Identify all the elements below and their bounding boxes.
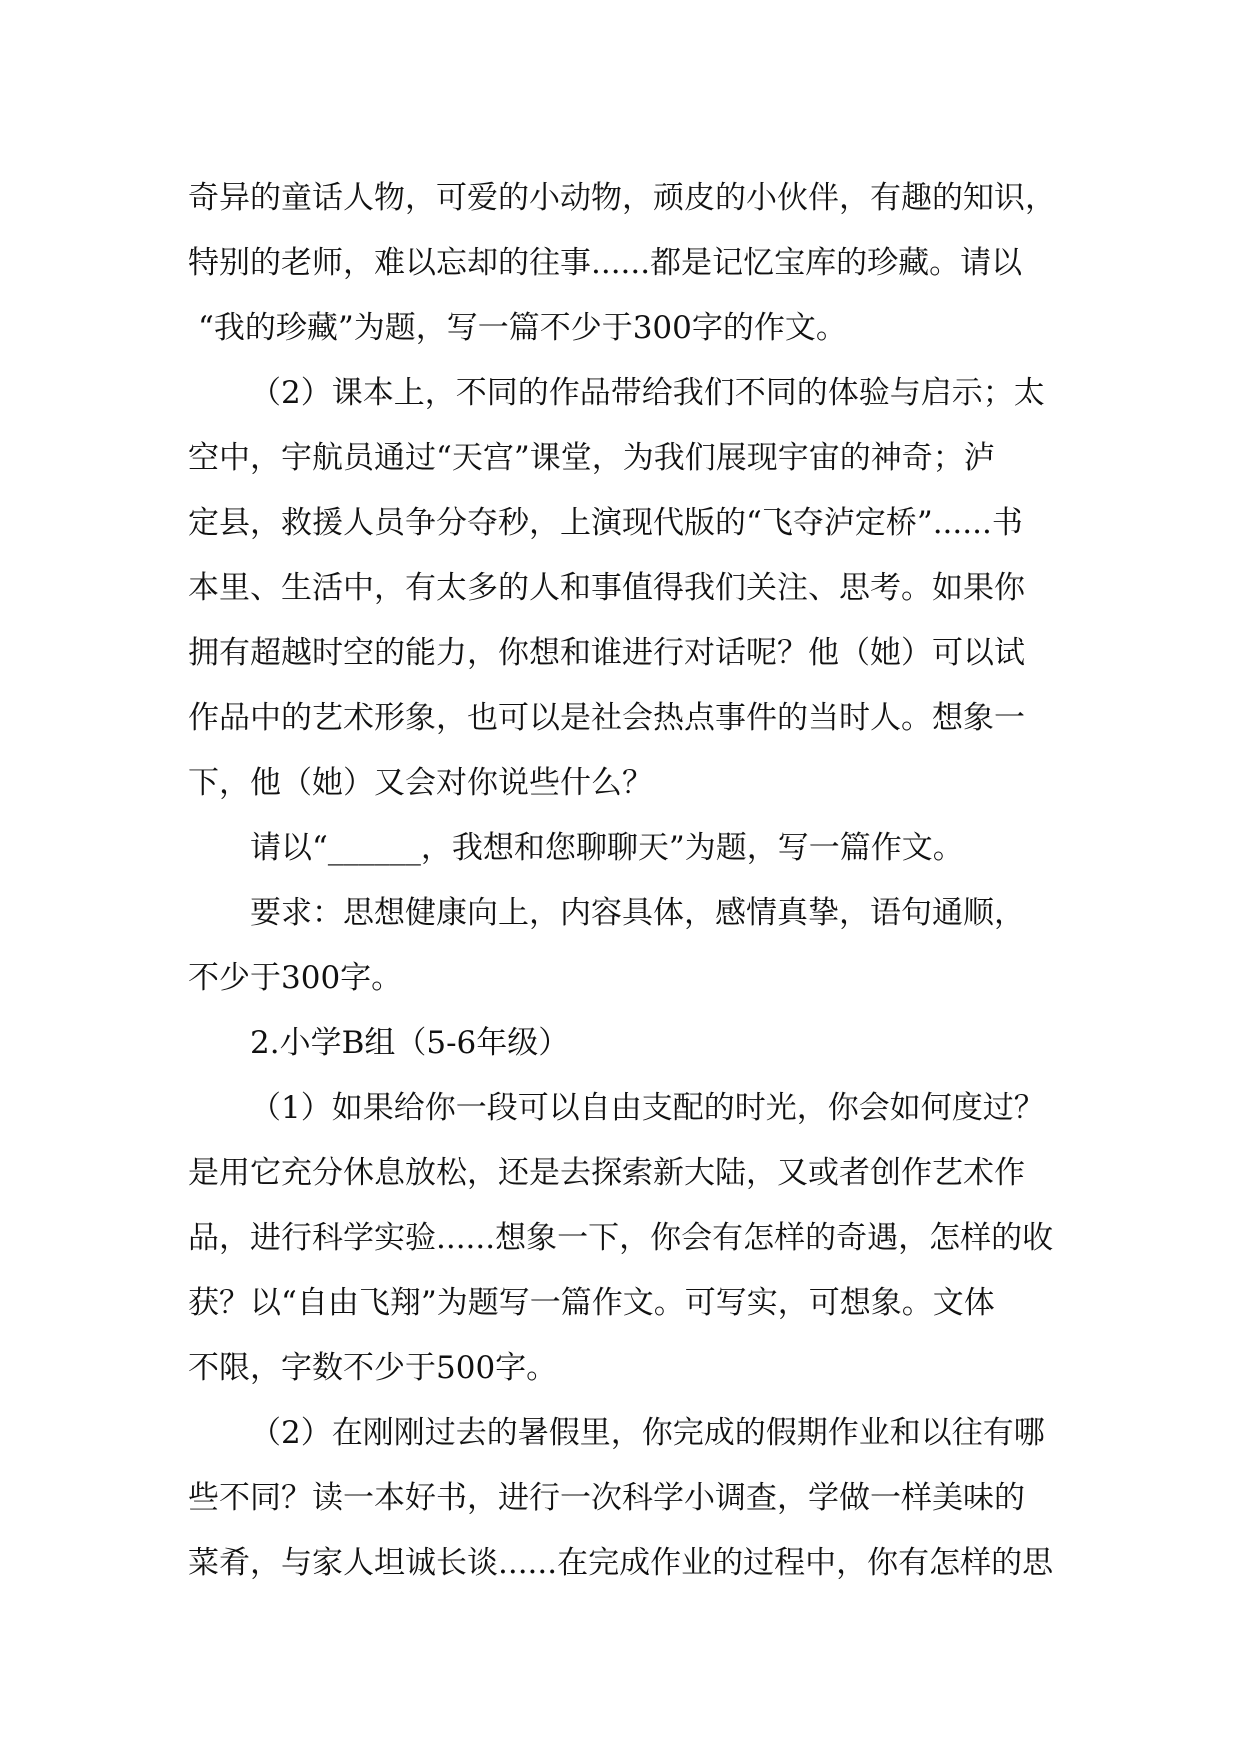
text-line: 获？以“自由飞翔”为题写一篇作文。可写实，可想象。文体	[188, 1285, 995, 1321]
text-line: 本里、生活中，有太多的人和事值得我们关注、思考。如果你	[188, 570, 1025, 606]
text-line: 品，进行科学实验......想象一下，你会有怎样的奇遇，怎样的收	[188, 1220, 1054, 1256]
text-line: 要求：思想健康向上，内容具体，感情真挚，语句通顺，	[250, 895, 1025, 931]
text-line: 作品中的艺术形象，也可以是社会热点事件的当时人。想象一	[188, 700, 1025, 736]
text-line: （2）在刚刚过去的暑假里，你完成的假期作业和以往有哪	[250, 1415, 1045, 1451]
text-line: “我的珍藏”为题，写一篇不少于300字的作文。	[198, 310, 847, 346]
text-line: 些不同？读一本好书，进行一次科学小调查，学做一样美味的	[188, 1480, 1025, 1516]
text-line: 定县，救援人员争分夺秒，上演现代版的“飞夺泸定桥”......书	[188, 505, 1023, 541]
text-line: 特别的老师，难以忘却的往事......都是记忆宝库的珍藏。请以	[188, 245, 1023, 281]
text-line: 请以“______，我想和您聊聊天”为题，写一篇作文。	[250, 830, 964, 866]
text-line: 菜肴，与家人坦诚长谈......在完成作业的过程中，你有怎样的思	[188, 1545, 1054, 1581]
text-line: 空中，宇航员通过“天宫”课堂，为我们展现宇宙的神奇；泸	[188, 440, 995, 476]
text-line: （1）如果给你一段可以自由支配的时光，你会如何度过？	[250, 1090, 1045, 1126]
text-line: 拥有超越时空的能力，你想和谁进行对话呢？他（她）可以试	[188, 635, 1025, 671]
text-line: 不限，字数不少于500字。	[188, 1350, 558, 1386]
text-line: 不少于300字。	[188, 960, 403, 996]
text-line: 是用它充分休息放松，还是去探索新大陆，又或者创作艺术作	[188, 1155, 1025, 1191]
text-line: 奇异的童话人物，可爱的小动物，顽皮的小伙伴，有趣的知识，	[188, 180, 1056, 216]
section-heading: 2.小学B组（5-6年级）	[250, 1025, 570, 1061]
text-line: （2）课本上，不同的作品带给我们不同的体验与启示；太	[250, 375, 1045, 411]
document-body	[188, 166, 1083, 1596]
text-line: 下，他（她）又会对你说些什么？	[188, 765, 653, 801]
